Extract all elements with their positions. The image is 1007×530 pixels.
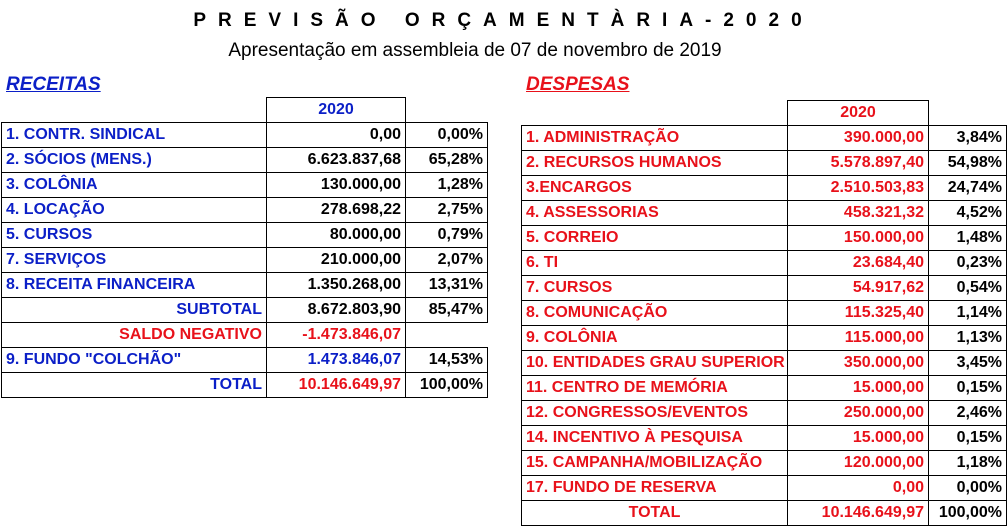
receitas-row-value: 0,00 <box>267 123 406 148</box>
page-title: PREVISÃO ORÇAMENTÀRIA-2020 <box>193 10 814 31</box>
despesas-row-label: 14. INCENTIVO À PESQUISA <box>522 426 788 451</box>
despesas-row-label: 10. ENTIDADES GRAU SUPERIOR <box>522 351 788 376</box>
receitas-row-value: 80.000,00 <box>267 223 406 248</box>
despesas-row-value: 15.000,00 <box>788 426 929 451</box>
despesas-total-value: 10.146.649,97 <box>788 501 929 526</box>
receitas-row-pct: 0,79% <box>406 223 488 248</box>
despesas-row <box>522 251 1007 276</box>
receitas-row-pct: 13,31% <box>406 273 488 298</box>
receitas-total-pct: 100,00% <box>406 373 488 398</box>
despesas-row-label: 7. CURSOS <box>522 276 788 301</box>
despesas-title: DESPESAS <box>526 74 630 95</box>
despesas-row-label: 8. COMUNICAÇÃO <box>522 301 788 326</box>
page-subtitle: Apresentação em assembleia de 07 de novembro de 2019 <box>228 40 722 61</box>
despesas-row-label: 1. ADMINISTRAÇÃO <box>522 126 788 151</box>
despesas-row <box>522 151 1007 176</box>
despesas-row-value: 23.684,40 <box>788 251 929 276</box>
receitas-row-value: 1.350.268,00 <box>267 273 406 298</box>
despesas-row-pct: 0,15% <box>929 376 1007 401</box>
despesas-row-value: 115.325,40 <box>788 301 929 326</box>
despesas-row <box>522 201 1007 226</box>
receitas-row-pct: 65,28% <box>406 148 488 173</box>
receitas-row-pct: 1,28% <box>406 173 488 198</box>
despesas-row-pct: 0,23% <box>929 251 1007 276</box>
despesas-total-row <box>522 501 1007 526</box>
receitas-row <box>2 223 488 248</box>
despesas-header-row <box>522 101 1007 126</box>
receitas-row-label: 2. SÓCIOS (MENS.) <box>2 148 267 173</box>
receitas-fundo-pct: 14,53% <box>406 348 488 373</box>
receitas-row-pct: 2,75% <box>406 198 488 223</box>
receitas-row <box>2 123 488 148</box>
despesas-row-value: 115.000,00 <box>788 326 929 351</box>
despesas-row <box>522 476 1007 501</box>
despesas-row-label: 11. CENTRO DE MEMÓRIA <box>522 376 788 401</box>
receitas-row <box>2 248 488 273</box>
despesas-row-pct: 3,45% <box>929 351 1007 376</box>
receitas-row-pct: 2,07% <box>406 248 488 273</box>
receitas-row-label: 3. COLÔNIA <box>2 173 267 198</box>
despesas-header-blank <box>522 101 788 126</box>
receitas-fundo-label: 9. FUNDO "COLCHÃO" <box>2 348 267 373</box>
receitas-year-header: 2020 <box>267 98 406 123</box>
despesas-row-label: 12. CONGRESSOS/EVENTOS <box>522 401 788 426</box>
receitas-row-value: 278.698,22 <box>267 198 406 223</box>
despesas-row <box>522 226 1007 251</box>
despesas-row-label: 5. CORREIO <box>522 226 788 251</box>
despesas-row-value: 390.000,00 <box>788 126 929 151</box>
despesas-row-label: 9. COLÔNIA <box>522 326 788 351</box>
receitas-saldo-pct <box>406 323 488 348</box>
receitas-row-label: 4. LOCAÇÃO <box>2 198 267 223</box>
despesas-row <box>522 176 1007 201</box>
despesas-row-pct: 0,54% <box>929 276 1007 301</box>
despesas-row-label: 4. ASSESSORIAS <box>522 201 788 226</box>
receitas-saldo-row <box>2 323 488 348</box>
despesas-row-value: 15.000,00 <box>788 376 929 401</box>
despesas-row-value: 150.000,00 <box>788 226 929 251</box>
receitas-title: RECEITAS <box>6 74 101 95</box>
receitas-row-value: 6.623.837,68 <box>267 148 406 173</box>
receitas-subtotal-label: SUBTOTAL <box>2 298 267 323</box>
receitas-row-label: 5. CURSOS <box>2 223 267 248</box>
despesas-row-value: 350.000,00 <box>788 351 929 376</box>
despesas-row-label: 6. TI <box>522 251 788 276</box>
receitas-subtotal-pct: 85,47% <box>406 298 488 323</box>
despesas-header-blank-pct <box>929 101 1007 126</box>
receitas-row-label: 8. RECEITA FINANCEIRA <box>2 273 267 298</box>
receitas-row <box>2 198 488 223</box>
despesas-row <box>522 276 1007 301</box>
despesas-row <box>522 426 1007 451</box>
despesas-row-pct: 1,18% <box>929 451 1007 476</box>
receitas-total-row <box>2 373 488 398</box>
receitas-row-value: 130.000,00 <box>267 173 406 198</box>
despesas-row-value: 250.000,00 <box>788 401 929 426</box>
despesas-row-label: 15. CAMPANHA/MOBILIZAÇÃO <box>522 451 788 476</box>
receitas-row <box>2 273 488 298</box>
despesas-row <box>522 401 1007 426</box>
despesas-row-pct: 0,15% <box>929 426 1007 451</box>
receitas-row <box>2 148 488 173</box>
receitas-fundo-row <box>2 348 488 373</box>
receitas-fundo-value: 1.473.846,07 <box>267 348 406 373</box>
despesas-row-pct: 24,74% <box>929 176 1007 201</box>
despesas-total-pct: 100,00% <box>929 501 1007 526</box>
despesas-row-value: 120.000,00 <box>788 451 929 476</box>
receitas-subtotal-row <box>2 298 488 323</box>
despesas-row-pct: 4,52% <box>929 201 1007 226</box>
receitas-saldo-value: -1.473.846,07 <box>267 323 406 348</box>
despesas-row-value: 458.321,32 <box>788 201 929 226</box>
receitas-row-pct: 0,00% <box>406 123 488 148</box>
receitas-header-blank-pct <box>406 98 488 123</box>
receitas-header-blank <box>2 98 267 123</box>
despesas-row-pct: 0,00% <box>929 476 1007 501</box>
despesas-row-value: 0,00 <box>788 476 929 501</box>
despesas-row-value: 54.917,62 <box>788 276 929 301</box>
receitas-row-value: 210.000,00 <box>267 248 406 273</box>
despesas-year-header: 2020 <box>788 101 929 126</box>
despesas-row-label: 17. FUNDO DE RESERVA <box>522 476 788 501</box>
despesas-row-value: 5.578.897,40 <box>788 151 929 176</box>
despesas-row <box>522 451 1007 476</box>
despesas-row <box>522 126 1007 151</box>
despesas-row-pct: 1,48% <box>929 226 1007 251</box>
despesas-total-label: TOTAL <box>522 501 788 526</box>
despesas-row-pct: 1,13% <box>929 326 1007 351</box>
receitas-row-label: 1. CONTR. SINDICAL <box>2 123 267 148</box>
receitas-subtotal-value: 8.672.803,90 <box>267 298 406 323</box>
despesas-row-pct: 2,46% <box>929 401 1007 426</box>
receitas-total-value: 10.146.649,97 <box>267 373 406 398</box>
despesas-row-pct: 1,14% <box>929 301 1007 326</box>
despesas-row-value: 2.510.503,83 <box>788 176 929 201</box>
despesas-row <box>522 376 1007 401</box>
receitas-row-label: 7. SERVIÇOS <box>2 248 267 273</box>
despesas-row <box>522 326 1007 351</box>
receitas-saldo-label: SALDO NEGATIVO <box>2 323 267 348</box>
receitas-total-label: TOTAL <box>2 373 267 398</box>
despesas-table <box>521 100 1007 526</box>
despesas-row-pct: 54,98% <box>929 151 1007 176</box>
receitas-row <box>2 173 488 198</box>
despesas-row-label: 2. RECURSOS HUMANOS <box>522 151 788 176</box>
receitas-header-row <box>2 98 488 123</box>
receitas-table <box>1 97 488 398</box>
despesas-row <box>522 301 1007 326</box>
despesas-row-label: 3.ENCARGOS <box>522 176 788 201</box>
despesas-row <box>522 351 1007 376</box>
despesas-row-pct: 3,84% <box>929 126 1007 151</box>
